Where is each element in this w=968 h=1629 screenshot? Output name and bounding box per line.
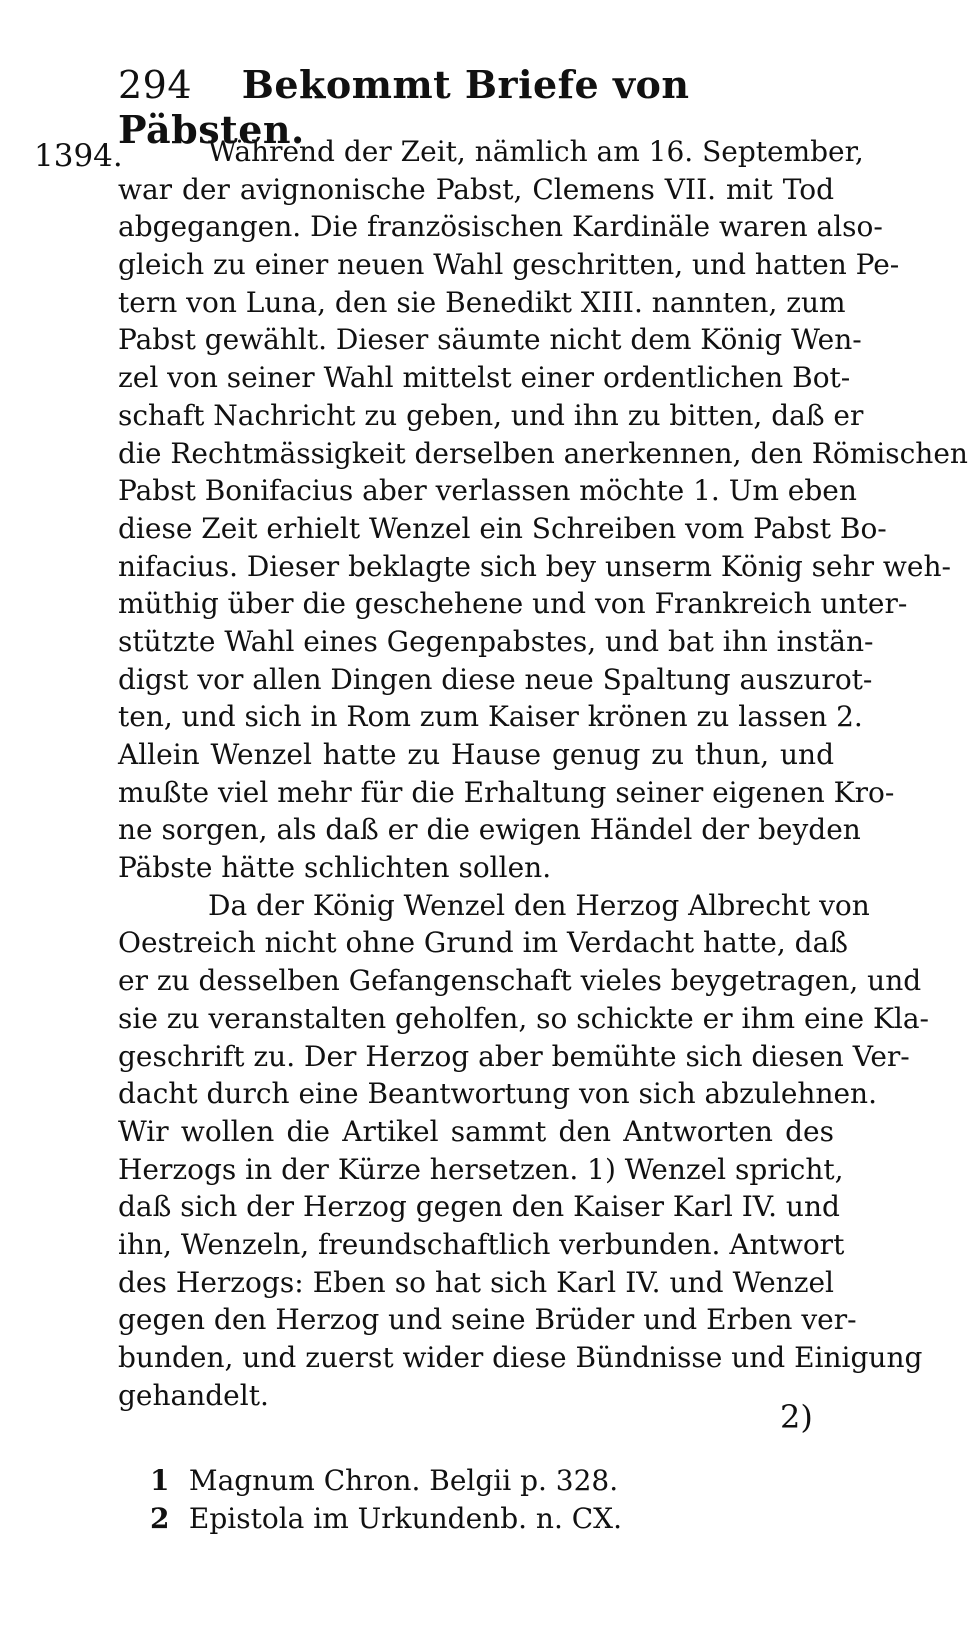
footnote-number: 1 <box>150 1464 170 1497</box>
margin-year-note: 1394. <box>34 138 123 174</box>
body-text <box>118 133 968 1414</box>
text-line: abgegangen. Die französischen Kardinäle waren also- <box>118 210 883 244</box>
catchword: 2) <box>780 1398 813 1436</box>
text-line: müthig über die geschehene und von Frankreich unter- <box>118 587 908 621</box>
text-line: sie zu veranstalten geholfen, so schickte er ihm eine Kla- <box>118 1001 930 1035</box>
paragraph-2 <box>118 887 930 1415</box>
text-line: Oestreich nicht ohne Grund im Verdacht hatte, daß <box>118 926 848 960</box>
text-line: bunden, und zuerst wider diese Bündnisse und Einigung <box>118 1341 923 1374</box>
text-line: daß sich der Herzog gegen den Kaiser Karl IV. und <box>118 1190 840 1224</box>
text-line: er zu desselben Gefangenschaft vieles beygetragen, und <box>118 964 922 998</box>
footnote-text: Epistola im Urkundenb. n. CX. <box>188 1502 623 1535</box>
text-line: nifacius. Dieser beklagte sich bey unserm König sehr weh- <box>118 549 951 583</box>
text-line: Pabst gewählt. Dieser säumte nicht dem König Wen- <box>118 323 862 357</box>
footnote <box>150 1500 622 1538</box>
text-line: schaft Nachricht zu geben, und ihn zu bitten, daß er <box>118 398 864 432</box>
text-line: des Herzogs: Eben so hat sich Karl IV. und Wenzel <box>118 1265 834 1299</box>
text-line: Pabst Bonifacius aber verlassen möchte 1. Um eben <box>118 474 857 508</box>
text-line: gleich zu einer neuen Wahl geschritten, und hatten Pe- <box>118 248 900 282</box>
text-line: Herzogs in der Kürze hersetzen. 1) Wenzel spricht, <box>118 1152 844 1186</box>
text-line: Allein Wenzel hatte zu Hause genug zu thun, und <box>118 738 834 771</box>
text-line: Wir wollen die Artikel sammt den Antworten des <box>118 1114 834 1148</box>
footnote-number: 2 <box>150 1502 170 1535</box>
text-line: digst vor allen Dingen diese neue Spaltung auszurot- <box>118 662 873 696</box>
text-line: Da der König Wenzel den Herzog Albrecht von <box>208 888 870 922</box>
text-line: dacht durch eine Beantwortung von sich abzulehnen. <box>118 1077 877 1111</box>
text-line: ne sorgen, als daß er die ewigen Händel der beyden <box>118 813 861 847</box>
text-line: die Rechtmässigkeit derselben anerkennen, den Römischen <box>118 436 968 470</box>
text-line: zel von seiner Wahl mittelst einer ordentlichen Bot- <box>118 361 851 395</box>
text-line: ihn, Wenzeln, freundschaftlich verbunden. Antwort <box>118 1227 845 1261</box>
paragraph-1 <box>118 133 968 887</box>
text-line: tern von Luna, den sie Benedikt XIII. nannten, zum <box>118 285 846 319</box>
text-line: geschrift zu. Der Herzog aber bemühte sich diesen Ver- <box>118 1039 910 1073</box>
footnotes <box>150 1462 622 1538</box>
footnote-text: Magnum Chron. Belgii p. 328. <box>188 1464 619 1497</box>
running-title: Bekommt Briefe von Päbsten. <box>118 62 690 152</box>
page-number: 294 <box>118 63 193 107</box>
footnote <box>150 1462 622 1500</box>
text-line: Während der Zeit, nämlich am 16. September, <box>208 135 864 168</box>
text-line: ten, und sich in Rom zum Kaiser krönen zu lassen 2. <box>118 700 863 734</box>
text-line: stützte Wahl eines Gegenpabstes, und bat ihn instän- <box>118 624 874 658</box>
text-line: diese Zeit erhielt Wenzel ein Schreiben vom Pabst Bo- <box>118 511 887 545</box>
text-line: gegen den Herzog und seine Brüder und Erben ver- <box>118 1303 857 1337</box>
text-line: war der avignonische Pabst, Clemens VII. mit Tod <box>118 172 834 206</box>
text-line: Päbste hätte schlichten sollen. <box>118 851 552 885</box>
text-line: mußte viel mehr für die Erhaltung seiner eigenen Kro- <box>118 775 895 809</box>
text-line: gehandelt. <box>118 1378 269 1412</box>
